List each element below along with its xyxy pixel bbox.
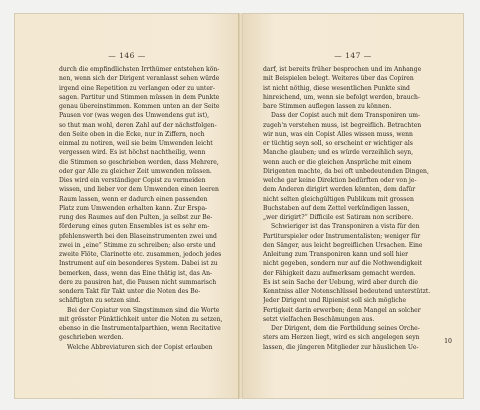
- text-line: Manche glauben; und es würde verzeihlich seyn,: [263, 149, 414, 157]
- text-line: so thut man wohl, deren Zahl auf der nächstfolgen-: [59, 121, 217, 129]
- text-line: die Stimmen so geschrieben werden, dass Mehrere,: [59, 158, 219, 166]
- text-line: Platz zum Umwenden erhalten kann. Zur Erspa-: [59, 204, 208, 212]
- left-page-body: [59, 65, 229, 352]
- text-line: wissen, und lieber vor dem Umwenden einen leeren: [59, 186, 219, 194]
- text-line: Instrument auf ein besonderes System. Dabei ist zu: [59, 260, 218, 268]
- text-line: förderung eines guten Ensembles ist es sehr em-: [59, 223, 210, 231]
- text-line: Dass der Copist auch mit dem Transponiren um-: [271, 112, 421, 120]
- right-page: [242, 13, 464, 399]
- text-line: Kenntniss aller Notenschlüssel bedeutend unterstützt.: [263, 288, 431, 295]
- text-line: sagen. Partitur und Stimmen müssen in dem Punkte: [59, 93, 220, 101]
- text-line: Buchstaben auf dem Zettel verkündigen lassen,: [263, 204, 410, 212]
- text-line: wenn auch er die gleichen Ansprüche mit einem: [263, 158, 412, 166]
- text-line: sondern Takt für Takt unter die Noten des Be-: [59, 288, 201, 295]
- sheet-signature: 10: [444, 338, 452, 345]
- text-line: welche gar keine Direktion bedürften oder von je-: [263, 177, 417, 184]
- text-line: ebenso in die Instrumentalparthien, wenn Recitative: [59, 325, 221, 332]
- text-line: zweite Flöte, Clarinette etc. zusammen, jedoch jedes: [59, 251, 222, 258]
- text-line: Pausen vor (was wegen des Umwendens gut ist),: [59, 112, 210, 120]
- text-line: nicht selten gleichgültigen Publikum mit grossen: [263, 195, 414, 203]
- page-number-left: — 146 —: [108, 51, 146, 60]
- text-line: Bei der Copiatur von Singstimmen sind die Worte: [67, 306, 220, 314]
- right-page-body: [263, 65, 443, 352]
- text-line: setzt vielfachen Beschämungen aus.: [263, 315, 375, 323]
- text-line: der Fähigkeit dazu aufmerksam gemacht werden.: [263, 269, 416, 277]
- text-line: pfehlenswerth bei den Blaseinstrumenten zwei und: [59, 232, 217, 240]
- text-line: er tüchtig seyn soll, so erscheint er wichtiger als: [263, 140, 413, 147]
- text-line: Der Dirigent, dem die Fortbildung seines Orche-: [271, 325, 420, 332]
- open-book: [14, 13, 464, 399]
- text-line: rung des Raumes auf den Pulten, ja selbst zur Be-: [59, 214, 213, 221]
- text-line: Raum lassen, wenn er dadurch einen passenden: [59, 195, 208, 203]
- text-line: nen, wenn sich der Dirigent veranlasst sehen würde: [59, 75, 220, 83]
- text-line: dem Anderen dirigirt werden könnten, dem dafür: [263, 186, 416, 194]
- text-line: durch die empfindlichsten Irrthümer entstehen kön-: [59, 66, 220, 73]
- text-line: „wer dirigirt?“ Difficile est Satiram non scribere.: [263, 214, 414, 221]
- text-line: oder gar Alle zu gleicher Zeit umwenden müssen.: [59, 167, 212, 175]
- text-line: Jeder Dirigent und Ripienist soll sich mögliche: [263, 297, 407, 305]
- text-line: den Seite oben in die Ecke, nur in Ziffern, noch: [59, 130, 205, 138]
- text-line: Fertigkeit darin erwerben; denn Mangel an solcher: [263, 306, 421, 314]
- text-line: dere zu pausiren hat, die Pausen nicht summarisch: [59, 278, 217, 286]
- text-line: ist nicht nöthig, diese wesentlichen Punkte sind: [263, 84, 410, 92]
- text-line: genau übereinstimmen. Kommen unten an der Seite: [59, 103, 220, 110]
- text-line: Welche Abbreviaturen sich der Copist erlauben: [67, 343, 213, 351]
- text-line: Dirigenten machte, da bei oft unbedeutenden Dingen,: [263, 167, 429, 175]
- text-line: Anleitung zum Transponiren kann und soll hier: [263, 251, 409, 258]
- text-line: lassen, die jüngeren Mitglieder zur häuslichen Ue-: [263, 343, 419, 351]
- text-line: einmal zu notiren, weil sie beim Umwenden leicht: [59, 140, 213, 147]
- left-page: [14, 13, 240, 399]
- text-line: bemerken, dass, wenn das Eine thätig ist, das An-: [59, 269, 213, 277]
- text-line: Es ist sein Sache der Uebung, wird aber durch die: [263, 278, 419, 286]
- text-line: wir nun, was ein Copist Alles wissen muss, wenn: [263, 130, 413, 138]
- text-line: nicht gegeben, sondern nur auf die Nothwendigkeit: [263, 260, 423, 268]
- text-line: darf, ist bereits früher besprochen und im Anhange: [263, 66, 422, 73]
- text-line: Dies wird ein verständiger Copist zu vermeiden: [59, 177, 206, 184]
- text-line: hinreichend, um, wenn sie befolgt werden, brauch-: [263, 93, 420, 101]
- text-line: irgend eine Repetition zu verlangen oder zu unter-: [59, 84, 215, 92]
- text-line: zugeh'n verstehen muss, ist begreiflich. Betrachten: [263, 121, 422, 129]
- text-line: vergessen wird. Es ist höchst nachtheilig, wenn: [59, 149, 206, 157]
- text-line: sters am Herzen liegt, wird es sich angelegen seyn: [263, 334, 420, 342]
- text-line: zwei in „eine“ Stimme zu schreiben; also erste und: [59, 241, 216, 249]
- text-line: Partiturspieler oder Instrumentalisten; weniger für: [263, 232, 421, 240]
- text-line: Schwieriger ist das Transponiren a vista für den: [271, 223, 420, 231]
- text-line: mit grösster Pünktlichkeit unter die Noten zu setzen,: [59, 315, 223, 323]
- text-line: geschrieben werden.: [59, 334, 124, 342]
- text-line: den Sänger, aus leicht begreiflichen Ursachen. Eine: [263, 241, 423, 249]
- text-line: bare Stimmen auflegen lassen zu können.: [263, 103, 392, 110]
- page-number-right: — 147 —: [334, 51, 372, 60]
- text-line: mit Beispielen belegt. Weiteres über das Copiren: [263, 75, 414, 83]
- text-line: schäftigten zu setzen sind.: [59, 297, 141, 305]
